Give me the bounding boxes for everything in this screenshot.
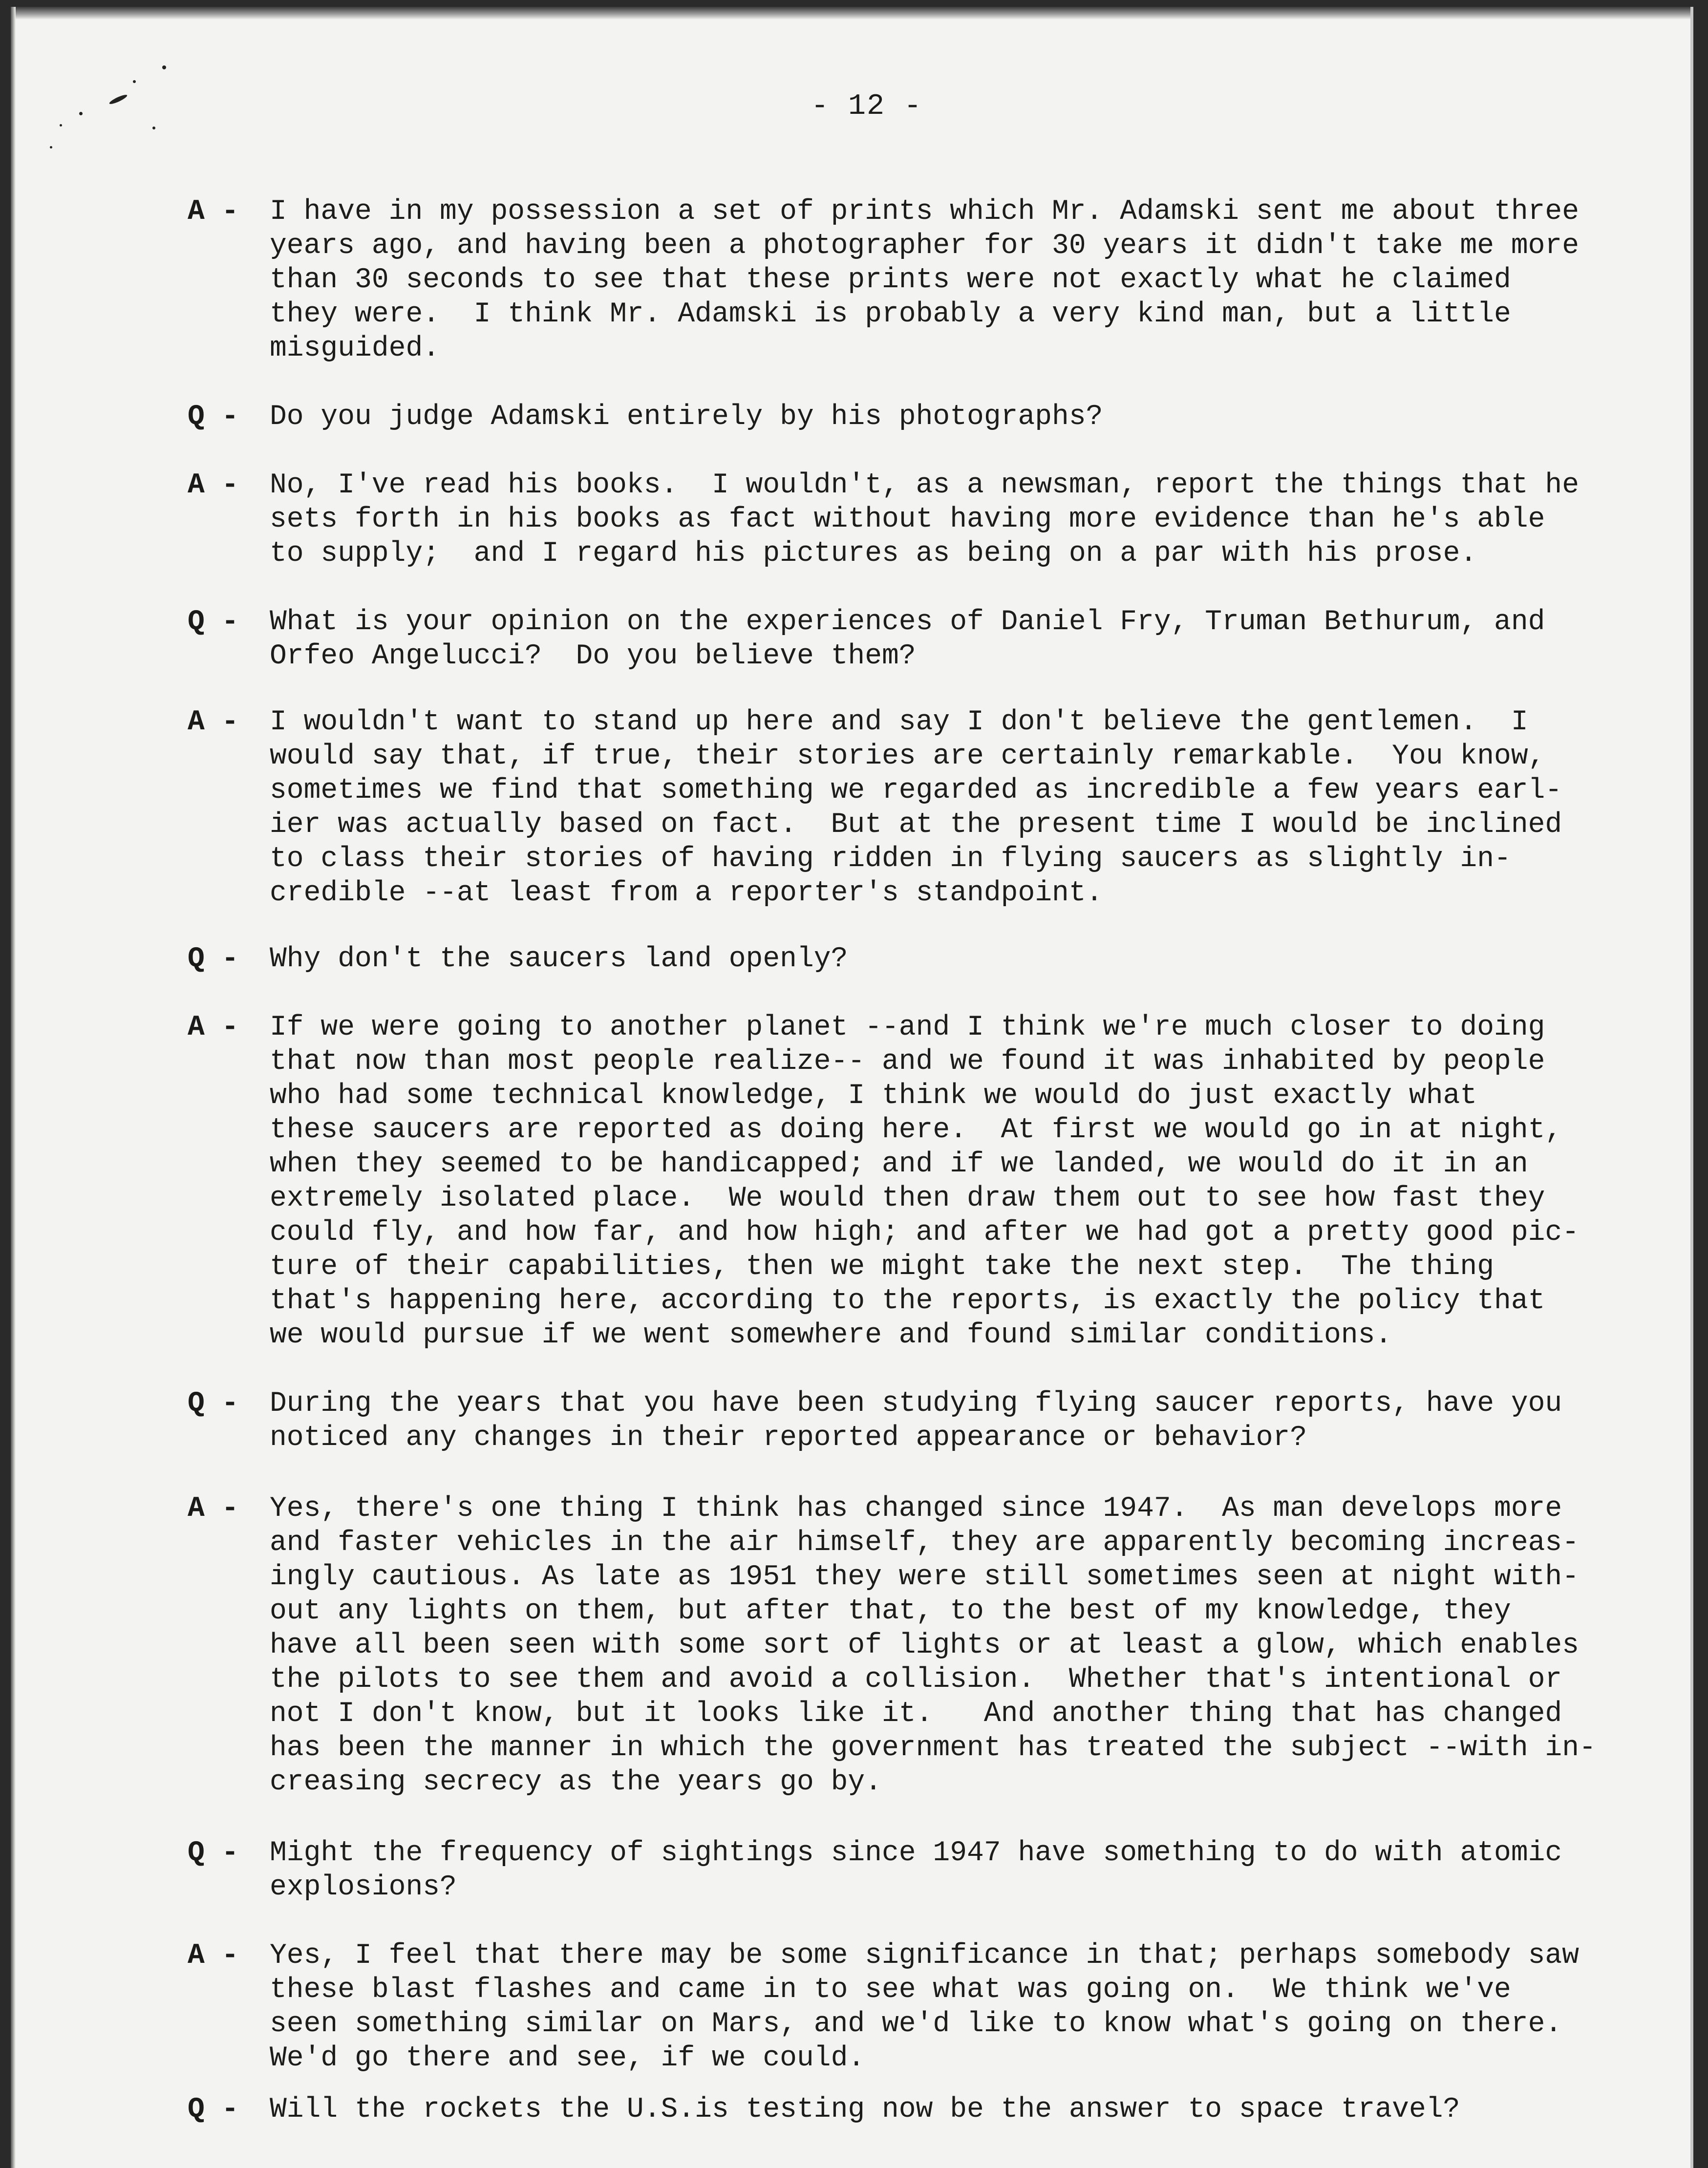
text-line: these blast flashes and came in to see what was going on. We think we've <box>270 1974 1511 2006</box>
scan-speck <box>152 127 155 129</box>
speaker-label: Q - <box>188 2094 239 2125</box>
text-line: extremely isolated place. We would then draw them out to see how fast they <box>270 1183 1545 1214</box>
text-line: who had some technical knowledge, I think we would do just exactly what <box>270 1080 1477 1112</box>
text-line: they were. I think Mr. Adamski is probably a very kind man, but a little <box>270 298 1511 330</box>
text-line: when they seemed to be handicapped; and if we landed, we would do it in an <box>270 1148 1528 1180</box>
text-line: Yes, there's one thing I think has changed since 1947. As man develops more <box>270 1493 1562 1525</box>
text-line: than 30 seconds to see that these prints were not exactly what he claimed <box>270 264 1511 296</box>
text-line: noticed any changes in their reported appearance or behavior? <box>270 1422 1307 1454</box>
text-line: misguided. <box>270 333 440 364</box>
text-line: If we were going to another planet --and I think we're much closer to doing <box>270 1012 1545 1043</box>
scan-speck <box>79 112 83 115</box>
text-line: ture of their capabilities, then we might take the next step. The thing <box>270 1251 1494 1283</box>
speaker-label: Q - <box>188 1388 239 1420</box>
text-line: sometimes we find that something we regarded as incredible a few years earl- <box>270 775 1562 807</box>
text-line: have all been seen with some sort of lights or at least a glow, which enables <box>270 1630 1580 1661</box>
text-line: that now than most people realize-- and we found it was inhabited by people <box>270 1046 1545 1078</box>
text-line: We'd go there and see, if we could. <box>270 2042 865 2074</box>
text-line: could fly, and how far, and how high; and after we had got a pretty good pic- <box>270 1217 1580 1249</box>
scan-left-edge <box>11 7 16 2168</box>
scan-speck <box>162 65 166 69</box>
scan-speck <box>108 93 128 106</box>
text-line: I have in my possession a set of prints which Mr. Adamski sent me about three <box>270 196 1580 228</box>
text-line: sets forth in his books as fact without having more evidence than he's able <box>270 504 1545 535</box>
text-line: Will the rockets the U.S.is testing now be the answer to space travel? <box>270 2094 1460 2125</box>
text-line: the pilots to see them and avoid a collision. Whether that's intentional or <box>270 1664 1562 1696</box>
scan-speck <box>50 146 52 149</box>
text-line: Yes, I feel that there may be some significance in that; perhaps somebody saw <box>270 1940 1580 1972</box>
speaker-label: A - <box>188 469 239 501</box>
text-line: seen something similar on Mars, and we'd like to know what's going on there. <box>270 2008 1562 2040</box>
text-line: that's happening here, according to the reports, is exactly the policy that <box>270 1285 1545 1317</box>
text-line: has been the manner in which the government has treated the subject --with in- <box>270 1732 1596 1764</box>
scan-speck <box>60 124 62 127</box>
text-line: I wouldn't want to stand up here and say I don't believe the gentlemen. I <box>270 706 1528 738</box>
text-line: these saucers are reported as doing here. At first we would go in at night, <box>270 1114 1562 1146</box>
text-line: creasing secrecy as the years go by. <box>270 1766 882 1798</box>
text-line: years ago, and having been a photographer for 30 years it didn't take me more <box>270 230 1580 262</box>
speaker-label: Q - <box>188 943 239 975</box>
text-line: out any lights on them, but after that, to the best of my knowledge, they <box>270 1595 1511 1627</box>
text-line: and faster vehicles in the air himself, they are apparently becoming increas- <box>270 1527 1580 1559</box>
text-line: Do you judge Adamski entirely by his photographs? <box>270 401 1103 433</box>
scan-top-edge <box>11 7 1693 20</box>
text-line: would say that, if true, their stories are certainly remarkable. You know, <box>270 741 1545 772</box>
document-page <box>11 7 1693 2168</box>
page-number: - 12 - <box>811 90 923 123</box>
speaker-label: A - <box>188 1493 239 1525</box>
text-line: credible --at least from a reporter's standpoint. <box>270 877 1103 909</box>
text-line: No, I've read his books. I wouldn't, as a newsman, report the things that he <box>270 469 1580 501</box>
text-line: to supply; and I regard his pictures as being on a par with his prose. <box>270 538 1477 570</box>
text-line: we would pursue if we went somewhere and found similar conditions. <box>270 1319 1392 1351</box>
text-line: During the years that you have been studying flying saucer reports, have you <box>270 1388 1562 1420</box>
text-line: ingly cautious. As late as 1951 they were still sometimes seen at night with- <box>270 1561 1580 1593</box>
text-line: explosions? <box>270 1871 457 1903</box>
text-line: What is your opinion on the experiences of Daniel Fry, Truman Bethurum, and <box>270 606 1545 638</box>
text-line: Why don't the saucers land openly? <box>270 943 848 975</box>
speaker-label: A - <box>188 706 239 738</box>
speaker-label: Q - <box>188 606 239 638</box>
scan-speck <box>133 80 136 83</box>
text-line: not I don't know, but it looks like it. And another thing that has changed <box>270 1698 1562 1730</box>
text-line: to class their stories of having ridden in flying saucers as slightly in- <box>270 843 1511 875</box>
text-line: Might the frequency of sightings since 1947 have something to do with atomic <box>270 1837 1562 1869</box>
speaker-label: Q - <box>188 1837 239 1869</box>
scan-right-edge <box>1690 7 1693 2168</box>
speaker-label: A - <box>188 196 239 228</box>
speaker-label: Q - <box>188 401 239 433</box>
text-line: Orfeo Angelucci? Do you believe them? <box>270 640 916 672</box>
speaker-label: A - <box>188 1940 239 1972</box>
speaker-label: A - <box>188 1012 239 1043</box>
text-line: ier was actually based on fact. But at the present time I would be inclined <box>270 809 1562 841</box>
